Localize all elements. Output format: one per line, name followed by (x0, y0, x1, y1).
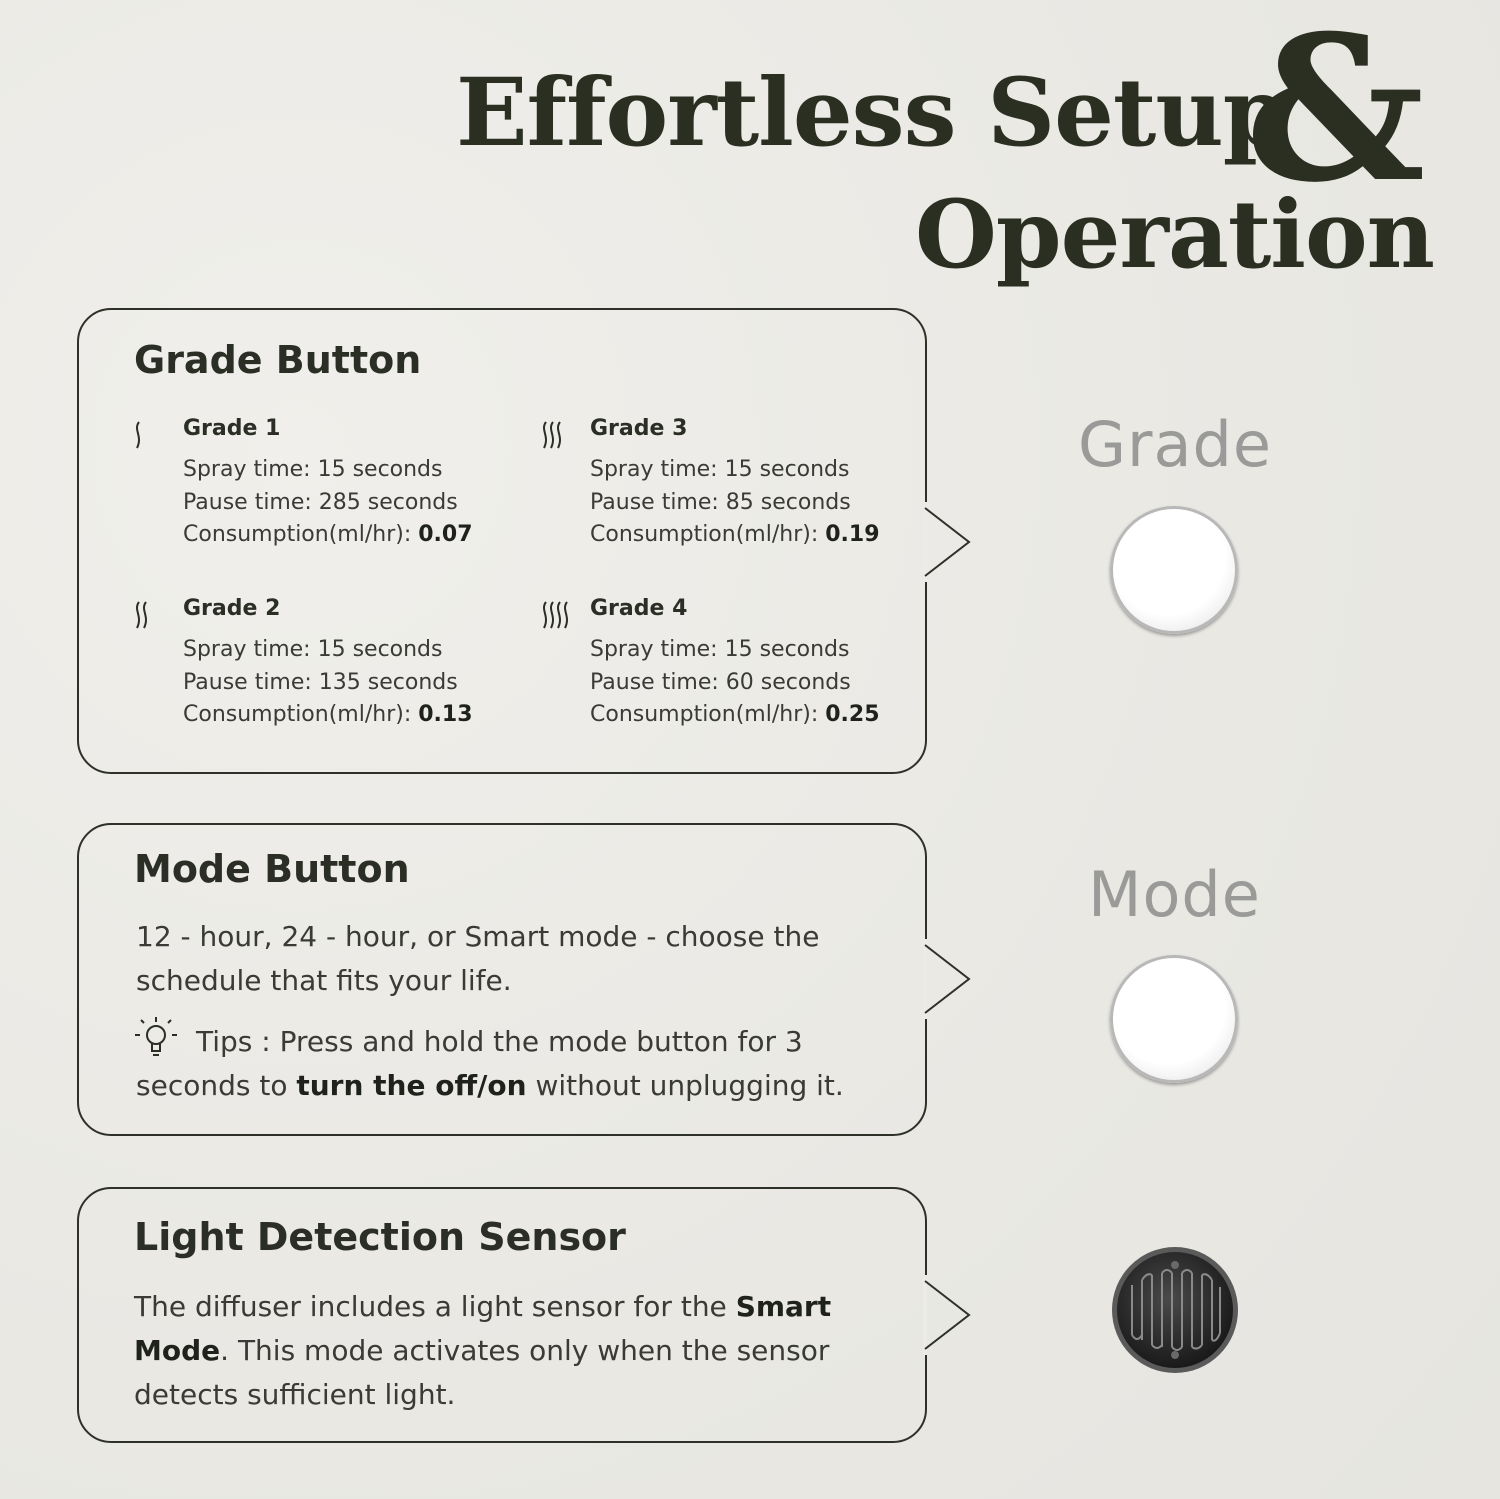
light-sensor-card (77, 1187, 927, 1443)
consumption: Consumption(ml/hr): 0.19 (590, 522, 880, 547)
consumption: Consumption(ml/hr): 0.25 (590, 702, 880, 727)
card-title: Grade Button (134, 338, 422, 382)
grade-label: Grade (1078, 408, 1273, 481)
callout-pointer (923, 939, 973, 1019)
spray-time: Spray time: 15 seconds (590, 457, 850, 482)
consumption: Consumption(ml/hr): 0.07 (183, 522, 473, 547)
sensor-description: The diffuser includes a light sensor for the Smart Mode. This mode activates only when the sensor detects sufficient light. (134, 1290, 832, 1411)
card-title: Mode Button (134, 847, 410, 891)
grade-name: Grade 3 (590, 416, 688, 441)
pause-time: Pause time: 60 seconds (590, 669, 851, 695)
light-sensor-icon (1110, 1245, 1240, 1375)
spray-time: Spray time: 15 seconds (590, 637, 850, 662)
grade-button[interactable] (1110, 506, 1238, 634)
mode-label: Mode (1088, 858, 1261, 931)
grade-name: Grade 4 (590, 596, 688, 621)
grade-item (590, 594, 950, 732)
wave-4-icon (538, 596, 582, 636)
spray-time: Spray time: 15 seconds (183, 637, 443, 662)
grade-item (183, 594, 543, 732)
wave-3-icon (538, 416, 582, 456)
mode-button[interactable] (1110, 955, 1238, 1083)
mode-tip: Tips : Press and hold the mode button for 3 seconds to turn the off/on without unplugging it. (136, 1025, 844, 1102)
mode-description: 12 - hour, 24 - hour, or Smart mode - choose the schedule that fits your life. (136, 920, 820, 997)
page-title-line2: Operation (915, 180, 1435, 290)
card-title: Light Detection Sensor (134, 1215, 626, 1259)
grade-name: Grade 2 (183, 596, 281, 621)
grade-button-card (77, 308, 927, 774)
pause-time: Pause time: 285 seconds (183, 489, 458, 515)
wave-2-icon (131, 596, 175, 636)
grade-name: Grade 1 (183, 416, 281, 441)
grade-item (183, 414, 543, 552)
grade-item (590, 414, 950, 552)
callout-pointer (923, 1275, 973, 1355)
page-title-line1: Effortless Setup (456, 58, 1288, 168)
ampersand-glyph: & (1245, 0, 1426, 227)
pause-time: Pause time: 135 seconds (183, 669, 458, 695)
pause-time: Pause time: 85 seconds (590, 489, 851, 515)
consumption: Consumption(ml/hr): 0.13 (183, 702, 473, 727)
spray-time: Spray time: 15 seconds (183, 457, 443, 482)
wave-1-icon (131, 416, 175, 456)
mode-button-card (77, 823, 927, 1136)
